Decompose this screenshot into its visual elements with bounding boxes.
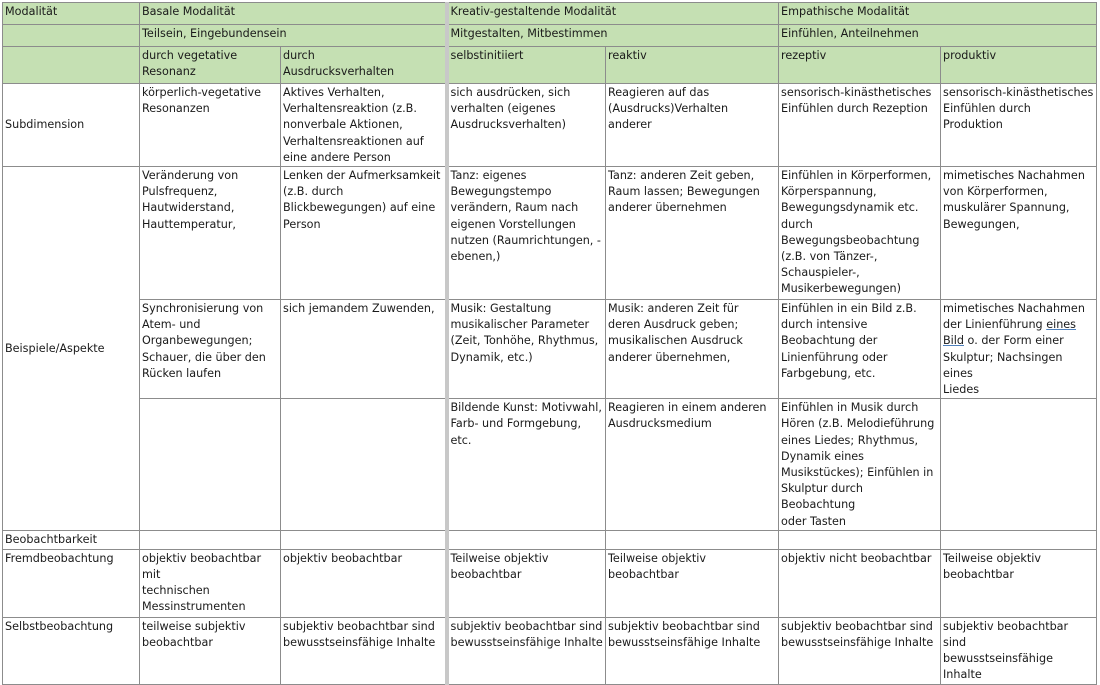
row-label-fremdbeobachtung[interactable]: Fremdbeobachtung — [3, 549, 140, 617]
cell[interactable]: Veränderung von Pulsfrequenz, Hautwiderstand, Hauttemperatur, — [140, 167, 281, 300]
row-beispiele-1 — [3, 167, 1097, 300]
header-kreativ[interactable]: Kreativ-gestaltende Modalität — [447, 3, 779, 25]
header-empathisch-desc[interactable]: Einfühlen, Anteilnehmen — [779, 25, 1097, 47]
row-label-selbstbeobachtung[interactable]: Selbstbeobachtung — [3, 617, 140, 684]
cell-text: o. der Form einer Skulptur; Nachsingen eines Liedes — [943, 334, 1064, 397]
cell[interactable]: objektiv beobachtbar — [281, 549, 447, 617]
header-produktiv[interactable]: produktiv — [941, 47, 1097, 84]
header-row-modality — [3, 3, 1097, 25]
header-empty-cell[interactable] — [3, 47, 140, 84]
row-beobachtbarkeit — [3, 530, 1097, 549]
cell[interactable]: Einfühlen in ein Bild z.B. durch intensive Beobachtung der Linienführung oder Farbgebung, etc. — [779, 300, 941, 399]
header-empty-cell[interactable] — [3, 25, 140, 47]
cell[interactable]: Tanz: anderen Zeit geben, Raum lassen; Bewegungen anderer übernehmen — [606, 167, 779, 300]
cell[interactable]: subjektiv beobachtbar sind bewusstseinsfähige Inhalte — [779, 617, 941, 684]
cell[interactable]: teilweise subjektiv beobachtbar — [140, 617, 281, 684]
cell[interactable] — [281, 399, 447, 531]
cell[interactable] — [140, 399, 281, 531]
cell[interactable] — [447, 530, 606, 549]
cell[interactable] — [606, 530, 779, 549]
header-row-description — [3, 25, 1097, 47]
cell[interactable]: sensorisch-kinästhetisches Einfühlen durch Rezeption — [779, 84, 941, 167]
row-label-beobachtbarkeit[interactable]: Beobachtbarkeit — [3, 530, 140, 549]
header-ausdrucksverhalten[interactable]: durch Ausdrucksverhalten — [281, 47, 447, 84]
cell[interactable]: Synchronisierung von Atem- und Organbewegungen; Schauer, die über den Rücken laufen — [140, 300, 281, 399]
header-selbstinitiiert[interactable]: selbstinitiiert — [447, 47, 606, 84]
cell[interactable]: körperlich-vegetative Resonanzen — [140, 84, 281, 167]
row-beispiele-3 — [3, 399, 1097, 531]
row-label-beispiele[interactable]: Beispiele/Aspekte — [3, 167, 140, 531]
cell[interactable]: objektiv nicht beobachtbar — [779, 549, 941, 617]
cell[interactable]: Musik: anderen Zeit für deren Ausdruck geben; musikalischen Ausdruck anderer übernehmen, — [606, 300, 779, 399]
cell[interactable] — [941, 530, 1097, 549]
cell-text: mimetisches Nachahmen der Linienführung — [943, 302, 1085, 332]
cell[interactable]: Reagieren auf das (Ausdrucks)Verhalten anderer — [606, 84, 779, 167]
cell[interactable]: Teilweise objektiv beobachtbar — [606, 549, 779, 617]
cell[interactable]: Bildende Kunst: Motivwahl, Farb- und Formgebung, etc. — [447, 399, 606, 531]
header-row-subcolumns — [3, 47, 1097, 84]
cell[interactable]: Lenken der Aufmerksamkeit (z.B. durch Blickbewegungen) auf eine Person — [281, 167, 447, 300]
cell[interactable]: subjektiv beobachtbar sind bewusstseinsfähige Inhalte — [281, 617, 447, 684]
cell[interactable]: Teilweise objektiv beobachtbar — [447, 549, 606, 617]
row-fremdbeobachtung — [3, 549, 1097, 617]
cell[interactable]: Tanz: eigenes Bewegungstempo verändern, Raum nach eigenen Vorstellungen nutzen (Raumrichtungen, - ebenen,) — [447, 167, 606, 300]
cell[interactable]: sich ausdrücken, sich verhalten (eigenes Ausdrucksverhalten) — [447, 84, 606, 167]
cell[interactable]: subjektiv beobachtbar sind bewusstseinsfähige Inhalte — [606, 617, 779, 684]
cell[interactable] — [779, 530, 941, 549]
cell[interactable]: sich jemandem Zuwenden, — [281, 300, 447, 399]
header-modalitaet[interactable]: Modalität — [3, 3, 140, 25]
cell[interactable] — [140, 530, 281, 549]
cell-linienfuehrung[interactable] — [941, 300, 1097, 399]
spellcheck-underlined-text: eines Bild — [943, 318, 1077, 348]
cell[interactable]: subjektiv beobachtbar sind bewusstseinsfähige Inhalte — [941, 617, 1097, 684]
cell[interactable]: sensorisch-kinästhetisches Einfühlen durch Produktion — [941, 84, 1097, 167]
header-empathisch[interactable]: Empathische Modalität — [779, 3, 1097, 25]
cell[interactable] — [281, 530, 447, 549]
cell[interactable]: Einfühlen in Körperformen, Körperspannung, Bewegungsdynamik etc. durch Bewegungsbeobachtung (z.B. von Tänzer-, Schauspieler-, Musikerbewegungen) — [779, 167, 941, 300]
row-selbstbeobachtung — [3, 617, 1097, 684]
header-rezeptiv[interactable]: rezeptiv — [779, 47, 941, 84]
cell[interactable]: Aktives Verhalten, Verhaltensreaktion (z.B. nonverbale Aktionen, Verhaltensreaktionen auf eine andere Person — [281, 84, 447, 167]
cell[interactable] — [941, 399, 1097, 531]
cell[interactable]: Einfühlen in Musik durch Hören (z.B. Melodieführung eines Liedes; Rhythmus, Dynamik eines Musikstückes); Einfühlen in Skulptur durch Beobachtung oder Tasten — [779, 399, 941, 531]
modalitaeten-table — [2, 2, 1097, 685]
header-vegetative[interactable]: durch vegetative Resonanz — [140, 47, 281, 84]
row-subdimension — [3, 84, 1097, 167]
header-basal[interactable]: Basale Modalität — [140, 3, 447, 25]
header-reaktiv[interactable]: reaktiv — [606, 47, 779, 84]
header-kreativ-desc[interactable]: Mitgestalten, Mitbestimmen — [447, 25, 779, 47]
row-label-subdimension[interactable]: Subdimension — [3, 84, 140, 167]
cell[interactable]: Teilweise objektiv beobachtbar — [941, 549, 1097, 617]
row-beispiele-2 — [3, 300, 1097, 399]
header-basal-desc[interactable]: Teilsein, Eingebundensein — [140, 25, 447, 47]
cell[interactable]: Reagieren in einem anderen Ausdrucksmedium — [606, 399, 779, 531]
cell[interactable]: mimetisches Nachahmen von Körperformen, muskulärer Spannung, Bewegungen, — [941, 167, 1097, 300]
cell[interactable]: objektiv beobachtbar mit technischen Messinstrumenten — [140, 549, 281, 617]
cell[interactable]: Musik: Gestaltung musikalischer Parameter (Zeit, Tonhöhe, Rhythmus, Dynamik, etc.) — [447, 300, 606, 399]
cell[interactable]: subjektiv beobachtbar sind bewusstseinsfähige Inhalte — [447, 617, 606, 684]
